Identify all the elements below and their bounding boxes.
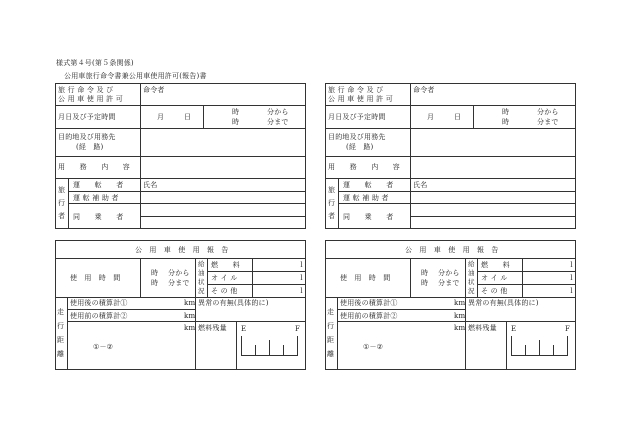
travel-order-label-2: 公 用 車 使 用 許 可: [328, 95, 393, 103]
distance-label-2: 行: [57, 322, 65, 330]
distance-formula: ①－②: [363, 343, 384, 351]
odometer-after-label: 使用後の積算計①: [340, 299, 398, 307]
from-minute-label: 分から: [267, 108, 289, 116]
traveler-label-1: 旅: [58, 186, 66, 194]
oil-unit: ｌ: [298, 274, 306, 282]
other-unit: ｌ: [568, 287, 576, 295]
report-to-minute: 分まで: [168, 279, 190, 287]
traveler-label-2: 行: [328, 199, 336, 207]
abnormality-label: 異常の有無(具体的に): [468, 299, 539, 307]
travel-order-label-1: 旅 行 命 令 及 び: [328, 86, 384, 94]
issuer-label: 命令者: [413, 86, 435, 94]
passenger-label: 同 乗 者: [73, 213, 124, 221]
report-hour-2: 時: [151, 279, 159, 287]
gauge-full-label: F: [565, 325, 571, 333]
fuel-unit: ｌ: [298, 261, 306, 269]
date-label: 月日及び予定時間: [58, 113, 116, 121]
fuel-gauge-icon: [241, 336, 299, 356]
oil-unit: ｌ: [568, 274, 576, 282]
report-from-minute: 分から: [168, 269, 190, 277]
distance-label-3: 距: [327, 336, 335, 344]
fuel-status-label-4: 況: [468, 287, 475, 295]
issuer-label: 命令者: [143, 86, 165, 94]
form-number: 様式第４号(第５条関係): [56, 59, 134, 67]
hour-label-2: 時: [502, 118, 510, 126]
distance-label-4: 離: [57, 350, 65, 358]
right-form: [325, 83, 577, 230]
fuel-status-label-1: 給: [198, 260, 205, 268]
other-unit: ｌ: [298, 287, 306, 295]
traveler-label-3: 者: [58, 212, 66, 220]
report-title: 公 用 車 使 用 報 告: [405, 246, 499, 254]
report-from-minute: 分から: [438, 269, 460, 277]
gauge-empty-label: E: [241, 325, 247, 333]
odometer-before-label: 使用前の積算計②: [340, 312, 398, 320]
name-label: 氏名: [413, 181, 428, 189]
distance-unit: km: [184, 324, 196, 332]
oil-label: オ イ ル: [211, 274, 238, 282]
left-report: [55, 240, 307, 371]
odometer-before-unit: km: [454, 312, 466, 320]
fuel-status-label-1: 給: [468, 260, 475, 268]
abnormality-label: 異常の有無(具体的に): [198, 299, 269, 307]
fuel-unit: ｌ: [568, 261, 576, 269]
other-label: そ の 他: [211, 287, 238, 295]
hour-label-1: 時: [232, 108, 240, 116]
distance-label-2: 行: [327, 322, 335, 330]
day-label: 日: [454, 113, 462, 121]
traveler-label-1: 旅: [328, 186, 336, 194]
odometer-after-label: 使用後の積算計①: [70, 299, 128, 307]
driver-label: 運 転 者: [73, 181, 124, 189]
destination-label-1: 目的地及び用務先: [58, 133, 116, 141]
distance-label-3: 距: [57, 336, 65, 344]
fuel-status-label-3: 状: [468, 278, 475, 286]
purpose-label: 用 務 内 容: [328, 163, 400, 171]
distance-label-4: 離: [327, 350, 335, 358]
distance-label-1: 走: [57, 308, 65, 316]
travel-order-label-1: 旅 行 命 令 及 び: [58, 86, 114, 94]
odometer-before-unit: km: [184, 312, 196, 320]
other-label: そ の 他: [481, 287, 508, 295]
fuel-label: 燃 料: [211, 261, 240, 269]
purpose-label: 用 務 内 容: [58, 163, 130, 171]
hour-label-2: 時: [232, 118, 240, 126]
fuel-remaining-label: 燃料残量: [468, 324, 497, 332]
gauge-empty-label: E: [511, 325, 517, 333]
travel-order-label-2: 公 用 車 使 用 許 可: [58, 95, 123, 103]
from-minute-label: 分から: [537, 108, 559, 116]
date-label: 月日及び予定時間: [328, 113, 386, 121]
usage-time-label: 使 用 時 間: [70, 274, 121, 282]
fuel-status-label-2: 油: [468, 269, 475, 277]
odometer-after-unit: km: [184, 299, 196, 307]
assistant-label: 運 転 補 助 者: [73, 194, 119, 202]
odometer-before-label: 使用前の積算計②: [70, 312, 128, 320]
report-hour-1: 時: [421, 269, 429, 277]
name-label: 氏名: [143, 181, 158, 189]
to-minute-label: 分まで: [267, 118, 289, 126]
traveler-label-3: 者: [328, 212, 336, 220]
hour-label-1: 時: [502, 108, 510, 116]
odometer-after-unit: km: [454, 299, 466, 307]
month-label: 月: [157, 113, 165, 121]
driver-label: 運 転 者: [343, 181, 394, 189]
assistant-label: 運 転 補 助 者: [343, 194, 389, 202]
distance-formula: ①－②: [93, 343, 114, 351]
report-hour-2: 時: [421, 279, 429, 287]
usage-time-label: 使 用 時 間: [340, 274, 391, 282]
destination-label-2: (経 路): [346, 143, 374, 151]
fuel-status-label-3: 状: [198, 278, 205, 286]
report-title: 公 用 車 使 用 報 告: [135, 246, 229, 254]
fuel-gauge-icon: [511, 336, 569, 356]
traveler-label-2: 行: [58, 199, 66, 207]
fuel-status-label-2: 油: [198, 269, 205, 277]
fuel-label: 燃 料: [481, 261, 510, 269]
fuel-status-label-4: 況: [198, 287, 205, 295]
left-form: [55, 83, 307, 230]
report-to-minute: 分まで: [438, 279, 460, 287]
report-hour-1: 時: [151, 269, 159, 277]
distance-unit: km: [454, 324, 466, 332]
right-report: [325, 240, 577, 371]
oil-label: オ イ ル: [481, 274, 508, 282]
destination-label-1: 目的地及び用務先: [328, 133, 386, 141]
destination-label-2: (経 路): [76, 143, 104, 151]
passenger-label: 同 乗 者: [343, 213, 394, 221]
gauge-full-label: F: [295, 325, 301, 333]
distance-label-1: 走: [327, 308, 335, 316]
fuel-remaining-label: 燃料残量: [198, 324, 227, 332]
day-label: 日: [184, 113, 192, 121]
month-label: 月: [427, 113, 435, 121]
form-title: 公用車旅行命令書兼公用車使用許可(報告)書: [64, 72, 207, 80]
to-minute-label: 分まで: [537, 118, 559, 126]
